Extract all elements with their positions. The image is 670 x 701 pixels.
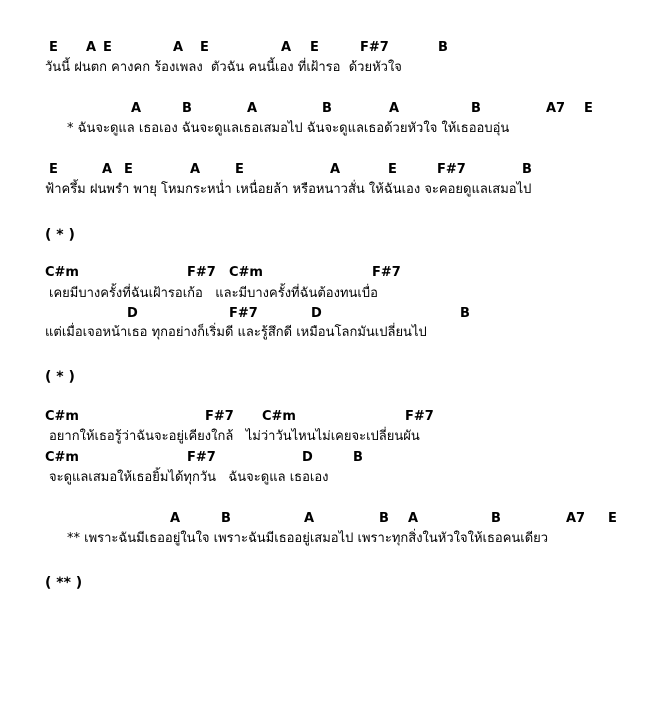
chord: B — [460, 306, 470, 321]
chord: C#m — [45, 409, 79, 424]
lyric-text: ** เพราะฉันมีเธออยู่ในใจ เพราะฉันมีเธออยู่เสมอไป เพราะทุกสิ่งในหัวใจให้เธอคนเดียว — [67, 531, 549, 546]
chord: E — [49, 162, 58, 177]
chord: E — [388, 162, 397, 177]
repeat-chorus-label: ( * ) — [45, 369, 75, 385]
chord-line — [0, 162, 670, 182]
chord: B — [379, 511, 389, 526]
chord: B — [471, 101, 481, 116]
lyric-line — [0, 428, 670, 448]
lyric-line — [0, 324, 670, 344]
chord: E — [49, 40, 58, 55]
chord: F#7 — [360, 40, 389, 55]
chord: B — [322, 101, 332, 116]
repeat-chorus-label: ( * ) — [45, 227, 75, 243]
chord: B — [221, 511, 231, 526]
lyric-line — [0, 285, 670, 305]
chord: B — [491, 511, 501, 526]
chord: A — [281, 40, 292, 55]
chord: E — [584, 101, 593, 116]
chord: C#m — [45, 265, 79, 280]
chord: F#7 — [187, 450, 216, 465]
chord: E — [103, 40, 112, 55]
chord: A — [131, 101, 142, 116]
lyric-line — [0, 181, 670, 201]
chord: A7 — [546, 101, 566, 116]
chord: B — [522, 162, 532, 177]
chord: D — [302, 450, 313, 465]
chord: F#7 — [405, 409, 434, 424]
chord: A — [173, 40, 184, 55]
chord: B — [353, 450, 363, 465]
chord: E — [124, 162, 133, 177]
lyric-text: อยากให้เธอรู้ว่าฉันจะอยู่เคียงใกล้ ไม่ว่าวันไหนไม่เคยจะเปลี่ยนผัน — [49, 429, 420, 444]
chord: F#7 — [205, 409, 234, 424]
chord: C#m — [262, 409, 296, 424]
repeat-marker — [0, 368, 670, 388]
chord: F#7 — [372, 265, 401, 280]
chord: B — [182, 101, 192, 116]
chord: B — [438, 40, 448, 55]
lyric-line — [0, 120, 670, 140]
chord: C#m — [45, 450, 79, 465]
lyric-text: * ฉันจะดูแล เธอเอง ฉันจะดูแลเธอเสมอไป ฉันจะดูแลเธอด้วยหัวใจ ให้เธออบอุ่น — [67, 121, 510, 136]
chord: F#7 — [187, 265, 216, 280]
chord: E — [608, 511, 617, 526]
chord-line — [0, 40, 670, 60]
chord: F#7 — [437, 162, 466, 177]
lyric-text: ฟ้าครึ้ม ฝนพรำ พายุ โหมกระหน่ำ เหนื่อยล้า หรือหนาวสั่น ให้ฉันเอง จะคอยดูแลเสมอไป — [45, 182, 532, 197]
lyric-text: แต่เมื่อเจอหน้าเธอ ทุกอย่างก็เริ่มดี และรู้สึกดี เหมือนโลกมันเปลี่ยนไป — [45, 325, 427, 340]
chord: A — [304, 511, 315, 526]
repeat-chorus-label: ( ** ) — [45, 575, 83, 591]
chord: A — [330, 162, 341, 177]
chord: D — [311, 306, 322, 321]
repeat-marker — [0, 226, 670, 246]
lyric-text: เคยมีบางครั้งที่ฉันเฝ้ารอเก้อ และมีบางครั้งที่ฉันต้องทนเบื่อ — [49, 286, 378, 301]
chord-line — [0, 265, 670, 285]
chord: A — [102, 162, 113, 177]
lyric-line — [0, 59, 670, 79]
chord: D — [127, 306, 138, 321]
chord: A — [170, 511, 181, 526]
chord: C#m — [229, 265, 263, 280]
chord: E — [200, 40, 209, 55]
chord-line — [0, 101, 670, 121]
chord: A7 — [566, 511, 586, 526]
chord: A — [86, 40, 97, 55]
chord: A — [389, 101, 400, 116]
chord-line — [0, 511, 670, 531]
chord: A — [247, 101, 258, 116]
chord: E — [235, 162, 244, 177]
chord: A — [190, 162, 201, 177]
chord-line — [0, 306, 670, 326]
chord: F#7 — [229, 306, 258, 321]
chord-line — [0, 409, 670, 429]
chord: A — [408, 511, 419, 526]
repeat-marker — [0, 574, 670, 594]
lyric-text: วันนี้ ฝนตก คางคก ร้องเพลง ตัวฉัน คนนี้เอง ที่เฝ้ารอ ด้วยหัวใจ — [45, 60, 402, 75]
chord: E — [310, 40, 319, 55]
lyric-line — [0, 469, 670, 489]
lyric-line — [0, 530, 670, 550]
lyric-text: จะดูแลเสมอให้เธอยิ้มได้ทุกวัน ฉันจะดูแล เธอเอง — [49, 470, 329, 485]
chord-line — [0, 450, 670, 470]
